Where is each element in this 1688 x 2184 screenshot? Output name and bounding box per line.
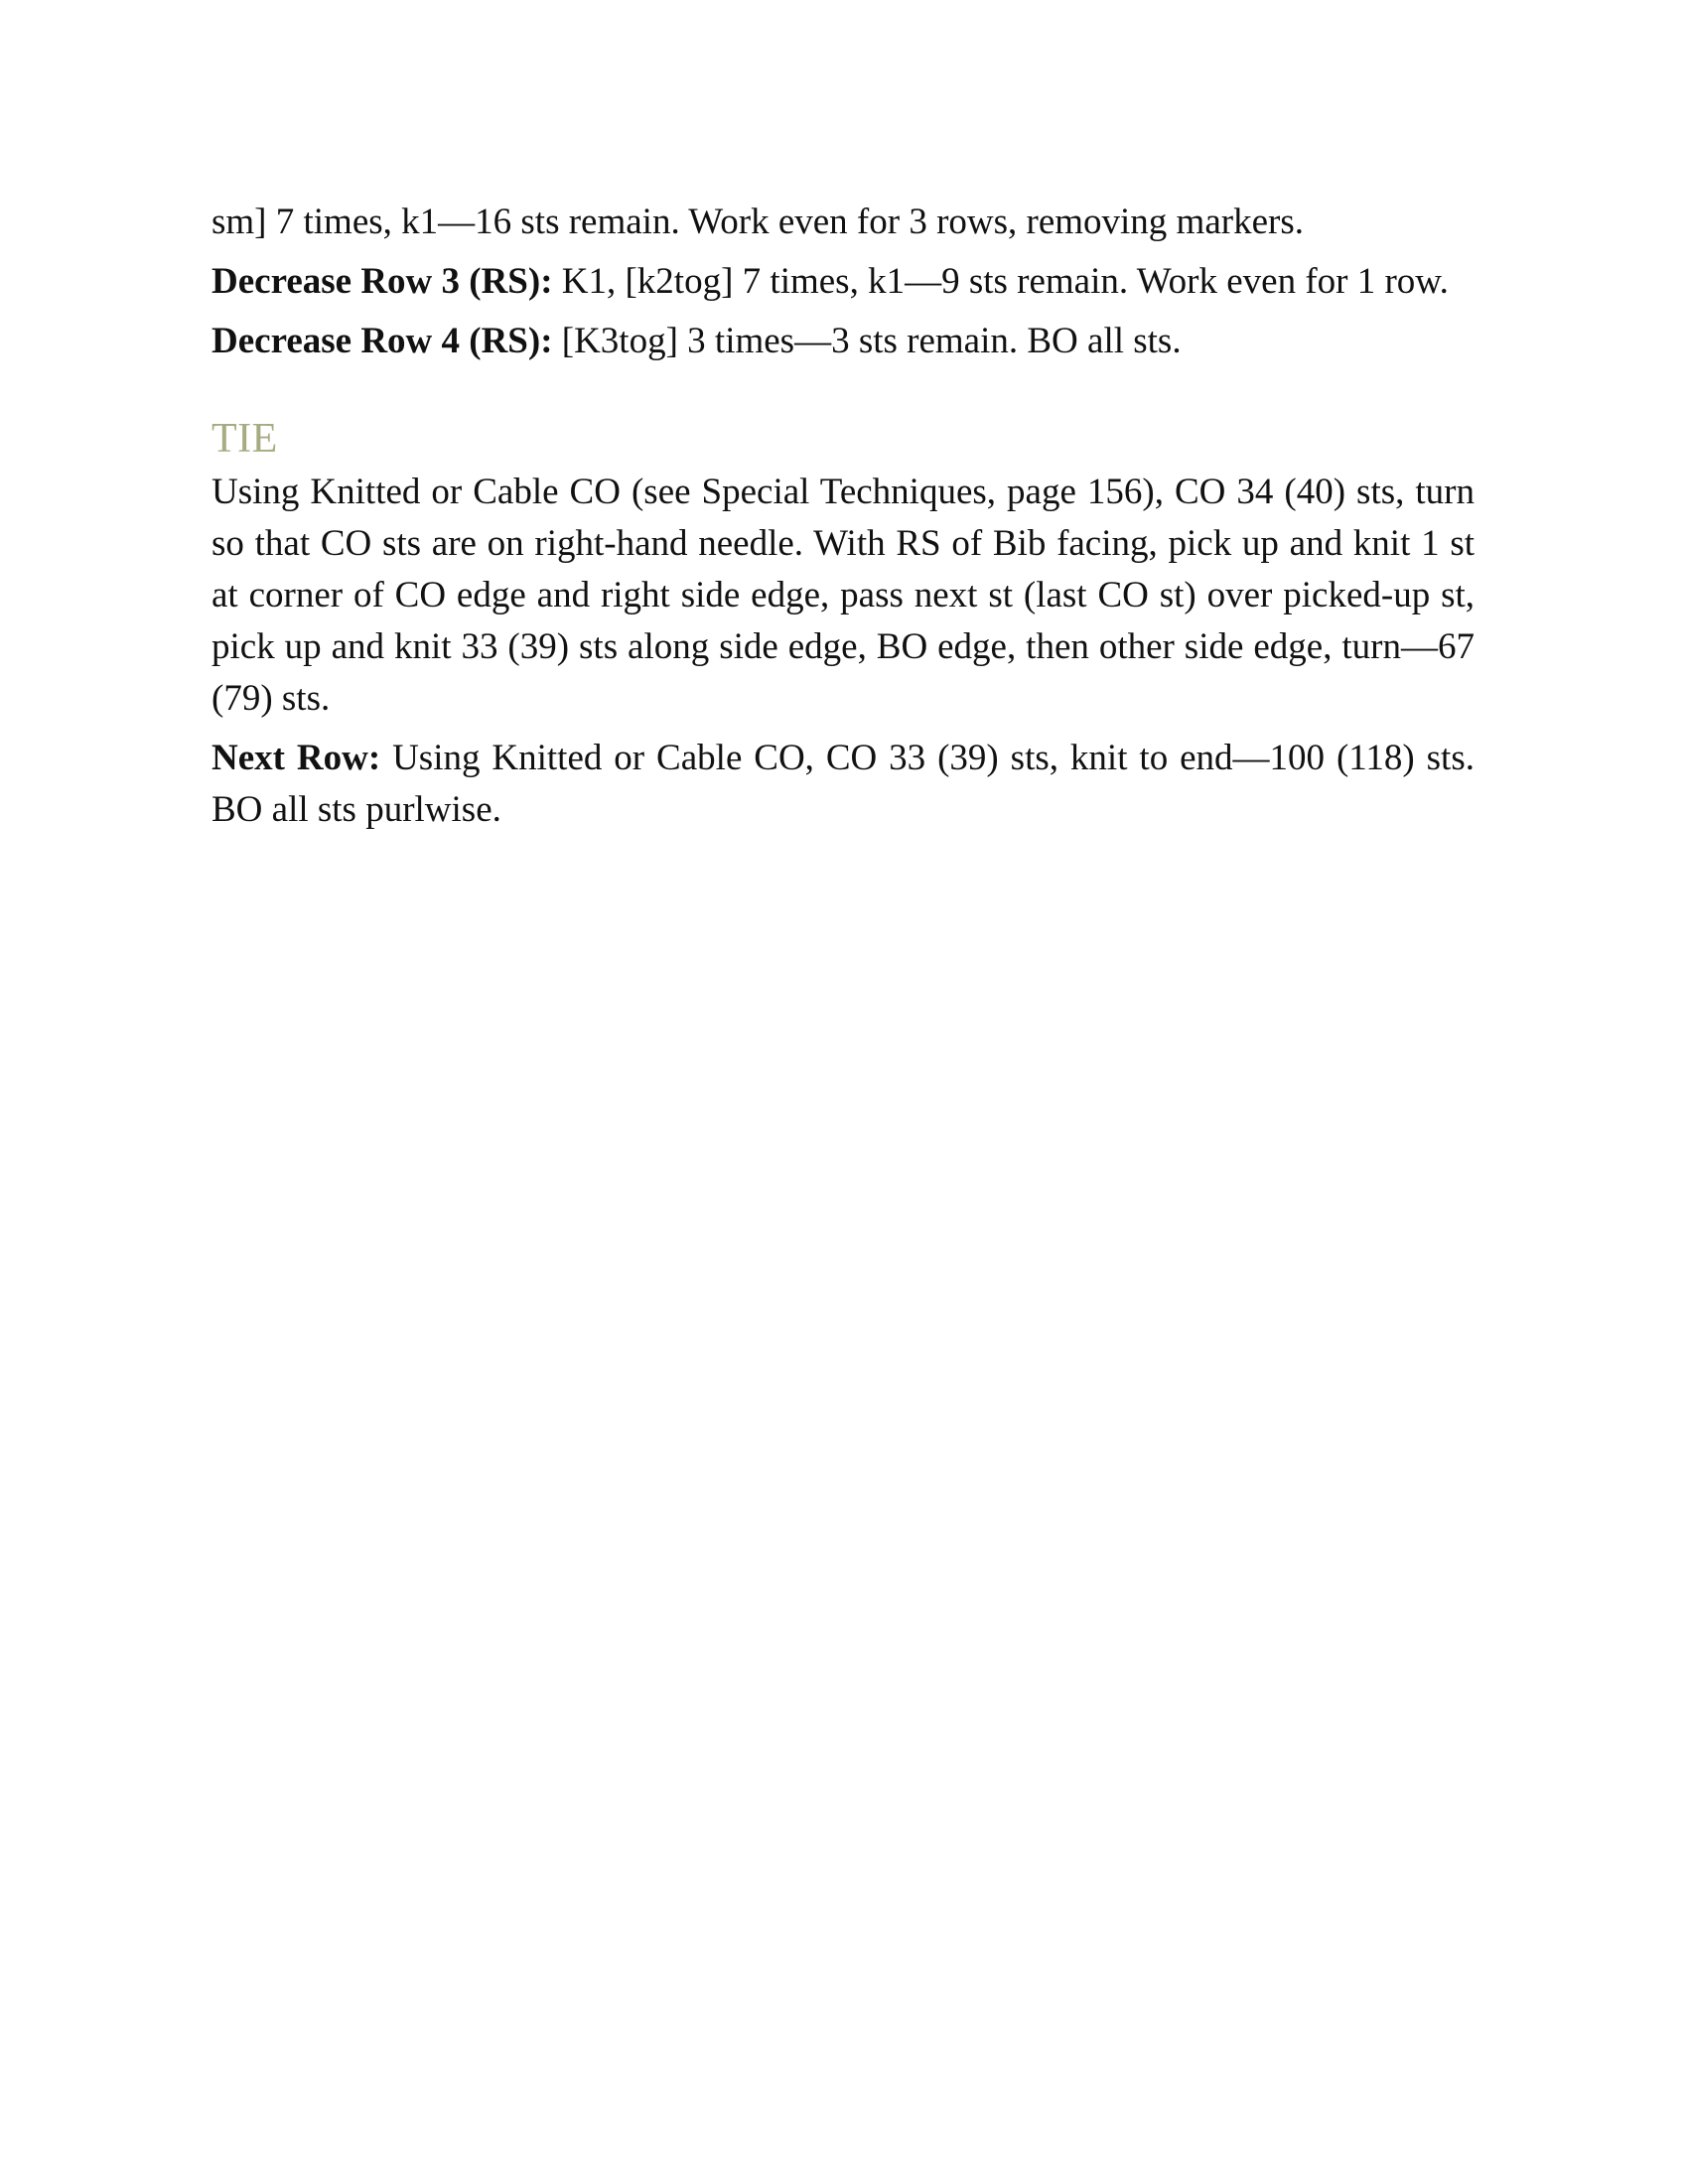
paragraph-decrease-row-4 bbox=[211, 316, 1475, 367]
paragraph-decrease-row-3 bbox=[211, 256, 1475, 308]
paragraph-continuation bbox=[211, 197, 1475, 248]
paragraph-text: Using Knitted or Cable CO, CO 33 (39) sts, knit to end—100 (118) sts. BO all sts purlwise. bbox=[211, 738, 1475, 830]
paragraph-text: K1, [k2tog] 7 times, k1—9 sts remain. Work even for 1 row. bbox=[552, 261, 1449, 302]
row-label: Decrease Row 4 (RS): bbox=[211, 321, 553, 361]
paragraph-tie-instructions bbox=[211, 467, 1475, 725]
paragraph-next-row bbox=[211, 733, 1475, 836]
paragraph-text: [K3tog] 3 times—3 sts remain. BO all sts. bbox=[552, 321, 1182, 361]
paragraph-text: sm] 7 times, k1—16 sts remain. Work even for 3 rows, removing markers. bbox=[211, 202, 1304, 242]
row-label: Decrease Row 3 (RS): bbox=[211, 261, 553, 302]
paragraph-text: Using Knitted or Cable CO (see Special Techniques, page 156), CO 34 (40) sts, turn so that CO sts are on right-hand needle. With RS of Bib facing, pick up and knit 1 st at corner of CO edge and right side edge, pass next st (last CO st) over picked-up st, pick up and knit 33 (39) sts along side edge, BO edge, then other side edge, turn—67 (79) sts. bbox=[211, 472, 1475, 719]
section-heading-tie: TIE bbox=[211, 416, 278, 462]
row-label: Next Row: bbox=[211, 738, 381, 778]
page-content bbox=[211, 197, 1475, 844]
